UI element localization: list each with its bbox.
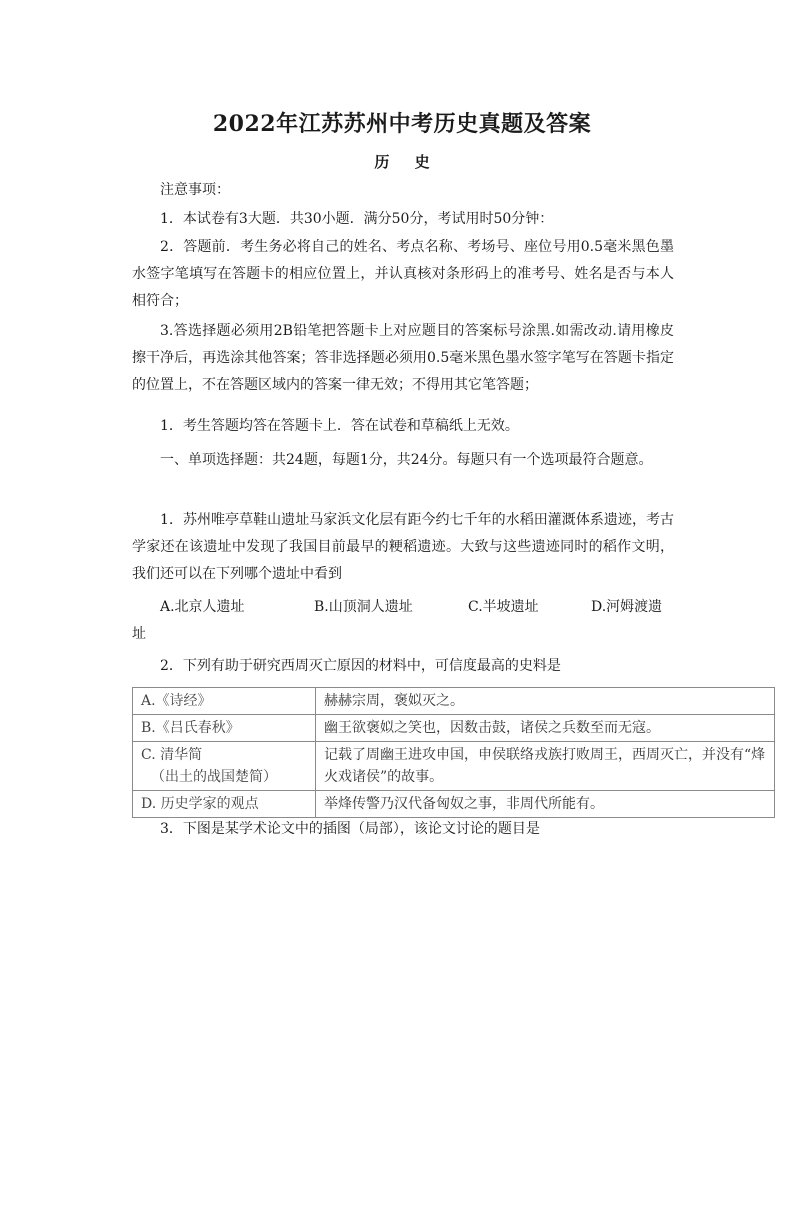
source-cell-title: C. 清华简: [141, 747, 203, 763]
table-row: [133, 715, 775, 742]
question-1-option-d-wrap: 址: [132, 626, 146, 642]
source-cell: D. 历史学家的观点: [133, 791, 316, 818]
document-title: 2022年江苏苏州中考历史真题及答案: [212, 111, 592, 137]
question-1-option-c: C.半坡遗址: [468, 599, 539, 615]
notice-item-3: 3.答选择题必须用2B铅笔把答题卡上对应题目的答案标号涂黑.如需改动.请用橡皮擦干净后，再选涂其他答案；答非选择题必须用0.5毫米黑色墨水签字笔写在答题卡指定的位置上，不在答题区域内的答案一律无效；不得用其它笔答题；: [132, 323, 674, 393]
table-row: [133, 791, 775, 818]
content-cell: 记载了周幽王进攻申国，申侯联络戎族打败周王，西周灭亡，并没有“烽火戏诸侯”的故事。: [316, 742, 775, 791]
question-2-source-table: [132, 687, 775, 818]
source-cell: A.《诗经》: [133, 688, 316, 715]
table-row: [133, 688, 775, 715]
question-1-option-d: D.河姆渡遗: [591, 599, 663, 615]
source-cell-subtitle: （出土的战国楚简）: [151, 769, 277, 785]
notice-item-1: 1．本试卷有3大题．共30小题．满分50分，考试用时50分钟：: [160, 211, 554, 227]
notice-heading: 注意事项：: [160, 182, 230, 198]
content-cell: 幽王欲褒姒之笑也，因数击鼓，诸侯之兵数至而无寇。: [316, 715, 775, 742]
question-3-stem: 3．下图是某学术论文中的插图（局部），该论文讨论的题目是: [160, 821, 540, 837]
table-row: [133, 742, 775, 791]
question-1-stem: 1．苏州唯亭草鞋山遗址马家浜文化层有距今约七千年的水稻田灌溉体系遗迹，考古学家还在该遗址中发现了我国目前最早的粳稻遗迹。大致与这些遗迹同时的稻作文明，我们还可以在下列哪个遗址中看到: [132, 512, 674, 582]
content-cell: 赫赫宗周，褒姒灭之。: [316, 688, 775, 715]
question-1-option-b: B.山顶洞人遗址: [314, 599, 413, 615]
notice-item-2: 2．答题前．考生务必将自己的姓名、考点名称、考场号、座位号用0.5毫米黑色墨水签字笔填写在答题卡的相应位置上，并认真核对条形码上的准考号、姓名是否与本人相符合；: [132, 239, 674, 309]
source-cell-c: [133, 742, 316, 791]
source-cell: B.《吕氏春秋》: [133, 715, 316, 742]
subject-heading: 历 史: [374, 153, 440, 171]
section-one-heading: 一、单项选择题：共24题，每题1分，共24分。每题只有一个选项最符合题意。: [160, 452, 653, 468]
notice-item-4: 1．考生答题均答在答题卡上．答在试卷和草稿纸上无效。: [160, 418, 519, 434]
question-2-stem: 2．下列有助于研究西周灭亡原因的材料中，可信度最高的史料是: [160, 658, 561, 674]
content-cell: 举烽传警乃汉代备匈奴之事，非周代所能有。: [316, 791, 775, 818]
question-1-option-a: A.北京人遗址: [160, 599, 245, 615]
